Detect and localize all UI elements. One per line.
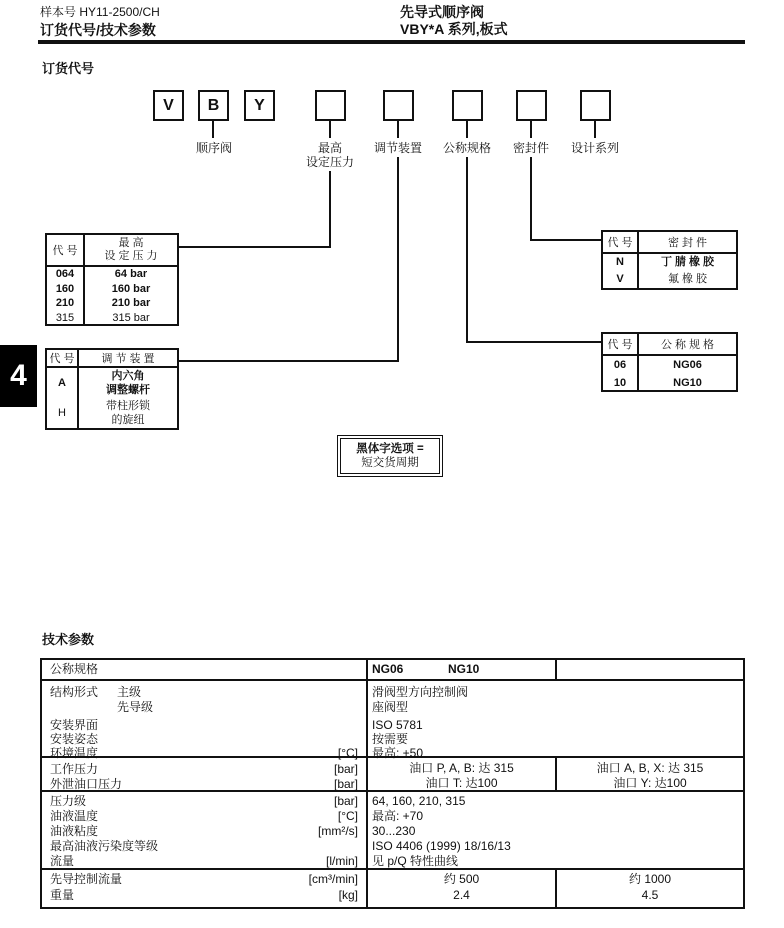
label-adjustment: 调节装置 (373, 141, 423, 155)
param-label: 环境温度 (50, 746, 99, 760)
param-value: 64, 160, 210, 315 (372, 794, 466, 808)
column-header: 密封件 (668, 237, 710, 249)
param-line (42, 762, 366, 777)
param-label: 先导控制流量 (50, 872, 123, 886)
label-design-series: 设计系列 (570, 141, 620, 155)
code-box-2: B (198, 90, 229, 121)
value-cell: 160 bar (111, 282, 151, 295)
pressure-value-ng06: 油口 T: 达100 (425, 776, 498, 790)
code-box-3: Y (244, 90, 275, 121)
table-border (42, 679, 743, 681)
code-cell: 064 (55, 268, 75, 280)
size-value-ng10: NG10 (448, 662, 480, 676)
code-cell: 315 (55, 311, 75, 324)
param-unit: [bar] (333, 762, 358, 776)
column-header: 公称规格 (661, 339, 717, 351)
code-cell: V (616, 273, 624, 285)
code-box-7 (516, 90, 547, 121)
param-unit: [mm²/s] (318, 824, 358, 838)
chapter-number: 4 (10, 359, 27, 392)
param-label: 安装姿态 (50, 732, 99, 746)
param-unit: [cm³/min] (308, 872, 358, 886)
param-value: 最高: +70 (372, 809, 424, 823)
code-cell: 06 (613, 359, 627, 371)
param-value: 见 p/Q 特性曲线 (372, 854, 459, 868)
adjustment-table (45, 348, 179, 430)
connector-line (329, 121, 331, 138)
connector-line (530, 121, 532, 138)
page-title: 订货代号/技术参数 (40, 22, 156, 38)
code-box-4 (315, 90, 346, 121)
param-label: 流量 (50, 854, 75, 868)
param-line (42, 888, 366, 903)
size-value-ng06: NG06 (372, 662, 404, 676)
connector-line (466, 341, 603, 343)
param-label: 油液粘度 (50, 824, 99, 838)
connector-line (466, 121, 468, 138)
label-nominal-size: 公称规格 (442, 141, 492, 155)
param-label: 外泄油口压力 (50, 777, 123, 791)
weight-ng06: 2.4 (453, 888, 470, 902)
param-unit: [°C] (337, 809, 358, 823)
weight-ng10: 4.5 (641, 888, 659, 902)
param-line (42, 794, 366, 809)
column-header: 代号 (607, 237, 636, 249)
column-header: 代号 (49, 353, 78, 365)
param-unit: [°C] (337, 746, 358, 760)
value-cell: 氟橡胶 (668, 273, 710, 285)
connector-line (179, 360, 399, 362)
table-border (555, 660, 557, 681)
param-label: 公称规格 (50, 662, 99, 676)
param-line (42, 718, 366, 733)
param-label: 重量 (50, 888, 75, 902)
param-value: 30...230 (372, 824, 416, 838)
param-line (42, 700, 366, 715)
param-value: 最高: +50 (372, 746, 424, 760)
param-line (42, 872, 366, 887)
value-cell: 315 bar (112, 311, 150, 324)
param-line (42, 809, 366, 824)
param-value: 座阀型 (372, 700, 409, 714)
value-cell: 丁腈橡胶 (661, 256, 717, 268)
nominal-size-table (601, 332, 738, 392)
seal-table (601, 230, 738, 290)
connector-line (397, 121, 399, 138)
series-name: VBY*A 系列,板式 (400, 21, 508, 37)
code-box-1: V (153, 90, 184, 121)
pressure-value-ng10: 油口 Y: 达100 (613, 776, 687, 790)
param-line (42, 746, 366, 761)
param-value: ISO 4406 (1999) 18/16/13 (372, 839, 511, 853)
header-rule (38, 40, 745, 44)
max-pressure-table (45, 233, 179, 326)
label-sequence-valve: 顺序阀 (195, 141, 233, 155)
pressure-value-ng10: 油口 A, B, X: 达 315 (596, 761, 704, 775)
code-cell: A (58, 377, 66, 389)
param-label: 压力级 (50, 794, 87, 808)
connector-line (212, 121, 214, 138)
param-line (42, 824, 366, 839)
param-label: 最高油液污染度等级 (50, 839, 159, 853)
note-line-1: 黑体字选项 = (356, 443, 424, 455)
param-line (42, 685, 366, 700)
pilot-flow-ng06: 约 500 (443, 872, 480, 886)
column-header: 代号 (607, 339, 636, 351)
product-name: 先导式顺序阀 (400, 4, 484, 20)
param-label: 油液温度 (50, 809, 99, 823)
note-line-2: 短交货周期 (361, 457, 419, 469)
code-cell: 210 (55, 297, 75, 309)
value-cell: 带柱形锁 的旋纽 (106, 400, 150, 426)
code-box-8 (580, 90, 611, 121)
value-cell: NG10 (673, 377, 702, 389)
header-right (400, 4, 508, 38)
column-header: 最高 (118, 237, 147, 249)
column-header: 设定压力 (104, 250, 161, 262)
tech-section-title: 技术参数 (42, 632, 95, 647)
value-cell: 64 bar (114, 268, 148, 280)
connector-line (179, 246, 331, 248)
value-cell: 内六角 调整螺杆 (106, 370, 150, 396)
code-cell: 10 (613, 377, 627, 389)
param-unit: [l/min] (325, 854, 358, 868)
param-sublabel: 主级 (117, 685, 142, 699)
param-label: 结构形式 (50, 685, 99, 699)
ordering-section-title: 订货代号 (42, 61, 95, 76)
note-box (337, 435, 443, 477)
param-sublabel: 先导级 (117, 700, 154, 714)
label-max-pressure: 最高 设定压力 (305, 141, 355, 169)
param-label: 安装界面 (50, 718, 99, 732)
label-seal: 密封件 (512, 141, 550, 155)
code-box-6 (452, 90, 483, 121)
code-box-5 (383, 90, 414, 121)
param-line (42, 854, 366, 869)
param-value: ISO 5781 (372, 718, 423, 732)
column-header: 调节装置 (101, 353, 158, 365)
value-cell: 210 bar (111, 297, 151, 309)
pressure-value-ng06: 油口 P, A, B: 达 315 (409, 761, 514, 775)
code-cell: H (58, 407, 66, 419)
param-unit: [bar] (333, 794, 358, 808)
code-cell: 160 (55, 282, 75, 295)
connector-line (397, 157, 399, 362)
catalog-number: 样本号 HY11-2500/CH (40, 5, 160, 19)
header-left (40, 4, 160, 38)
param-value: 按需要 (372, 732, 409, 746)
param-unit: [bar] (333, 777, 358, 791)
param-line (42, 777, 366, 792)
value-cell: NG06 (673, 359, 702, 371)
connector-line (466, 157, 468, 343)
param-line (42, 732, 366, 747)
param-label: 工作压力 (50, 762, 99, 776)
connector-line (530, 239, 603, 241)
connector-line (329, 171, 331, 248)
connector-line (530, 157, 532, 241)
param-unit: [kg] (338, 888, 358, 902)
code-cell: N (616, 256, 624, 268)
param-line (42, 839, 366, 854)
connector-line (594, 121, 596, 138)
pilot-flow-ng10: 约 1000 (628, 872, 672, 886)
chapter-tab (0, 345, 37, 407)
column-header: 代号 (52, 245, 81, 257)
tech-table (40, 658, 745, 909)
param-value: 滑阀型方向控制阀 (372, 685, 469, 699)
